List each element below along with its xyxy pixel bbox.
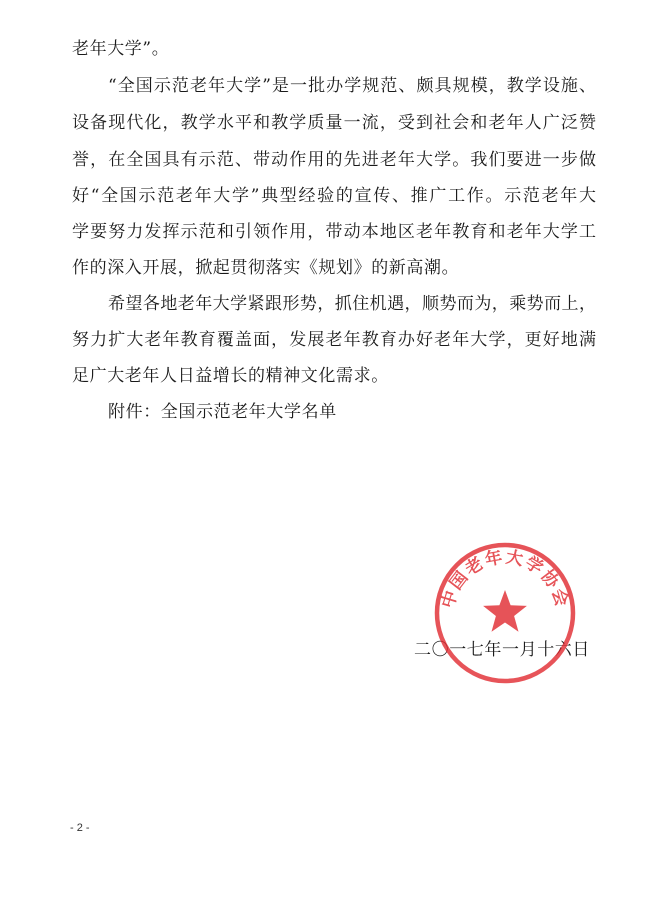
body-line-9: 努力扩大老年教育覆盖面，发展老年教育办好老年大学，更好地满: [72, 330, 596, 350]
body-line-8: 希望各地老年大学紧跟形势，抓住机遇，顺势而为，乘势而上，: [108, 294, 596, 314]
page-number: - 2 -: [70, 822, 90, 834]
seal-text: 中国老年大学协会: [438, 547, 572, 611]
body-line-3: 设备现代化，教学水平和教学质量一流，受到社会和老年人广泛赞: [72, 113, 596, 133]
body-line-2: “全国示范老年大学”是一批办学规范、颇具规模，教学设施、: [108, 76, 596, 96]
body-line-1: 老年大学”。: [72, 39, 170, 59]
body-line-5: 好“全国示范老年大学”典型经验的宣传、推广工作。示范老年大: [72, 186, 596, 206]
body-line-6: 学要努力发挥示范和引领作用，带动本地区老年教育和老年大学工: [72, 222, 596, 242]
attachment-line: 附件：全国示范老年大学名单: [108, 402, 337, 422]
seal-star-icon: [483, 590, 527, 632]
body-line-10: 足广大老年人日益增长的精神文化需求。: [72, 366, 389, 386]
organization-seal: [430, 538, 580, 688]
signature-date: 二〇一七年一月十六日: [414, 640, 590, 660]
body-line-7: 作的深入开展，掀起贯彻落实《规划》的新高潮。: [72, 258, 460, 278]
body-line-4: 誉，在全国具有示范、带动作用的先进老年大学。我们要进一步做: [72, 150, 596, 170]
